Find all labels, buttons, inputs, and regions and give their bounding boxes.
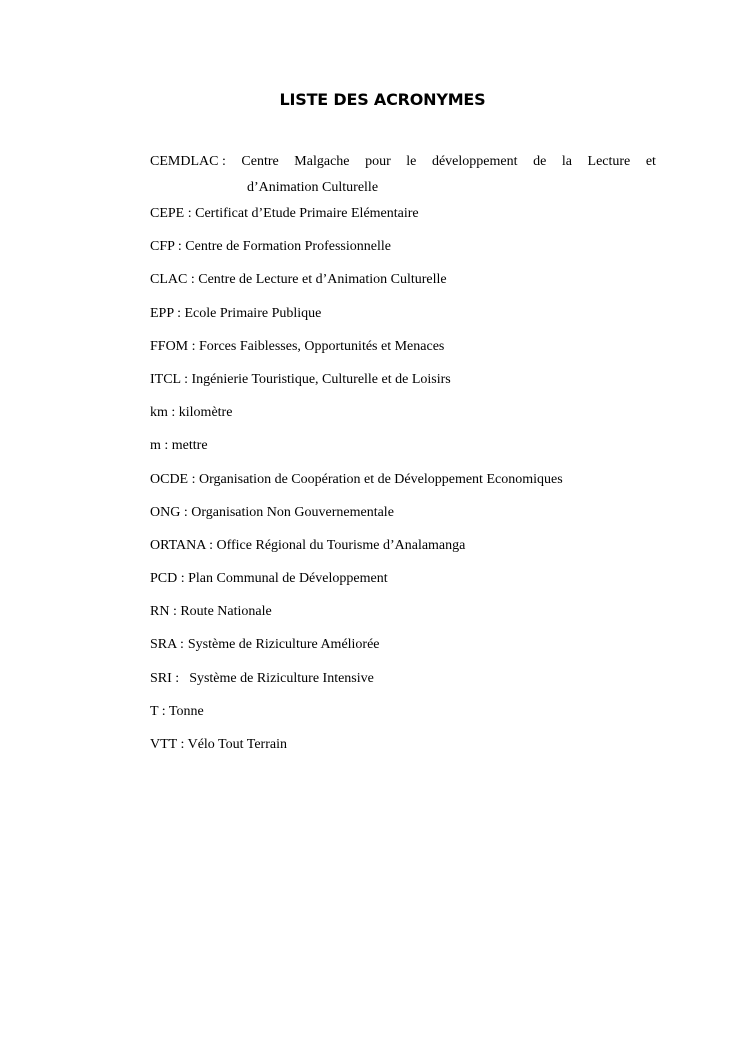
acronym-entry: km : kilomètre (150, 405, 233, 421)
definition-word: la (561, 154, 572, 169)
acronym-entry: T : Tonne (150, 703, 204, 719)
acronym-entry-sri (150, 669, 656, 688)
acronym-entry: OCDE : Organisation de Coopération et de Développement Economiques (150, 471, 563, 487)
definition-word: de (533, 154, 547, 169)
acronym-entry-cemdlac (150, 152, 656, 197)
definition-word: et (645, 154, 656, 169)
acronym-entry-sra (150, 635, 656, 654)
definition-word: le (406, 154, 417, 169)
acronym-entry: VTT : Vélo Tout Terrain (150, 737, 287, 752)
acronym-entry: CFP : Centre de Formation Professionnelle (150, 239, 391, 255)
acronym-entry: ONG : Organisation Non Gouvernementale (150, 504, 394, 520)
acronym-entry: PCD : Plan Communal de Développement (150, 571, 388, 587)
acronym-entry: CEPE : Certificat d’Etude Primaire Elémentaire (150, 206, 419, 221)
acronym-entry: EPP : Ecole Primaire Publique (150, 305, 322, 321)
acronym-entry: ITCL : Ingénierie Touristique, Culturelle et de Loisirs (150, 371, 451, 387)
definition-word: Centre (241, 154, 279, 169)
acronym-entry: ORTANA : Office Régional du Tourisme d’Analamanga (150, 537, 466, 553)
acronym-abbr: SRA : (150, 637, 184, 653)
acronym-entry: RN : Route Nationale (150, 604, 272, 620)
definition-word: Lecture (587, 154, 631, 169)
acronym-list (150, 152, 656, 768)
definition-word: Malgache (294, 154, 350, 169)
acronym-entry: FFOM : Forces Faiblesses, Opportunités et Menaces (150, 338, 445, 354)
definition-word: pour (365, 154, 391, 169)
acronym-entry: CLAC : Centre de Lecture et d’Animation Culturelle (150, 272, 447, 288)
page-title: LISTE DES ACRONYMES (279, 90, 486, 109)
definition-word: développement (431, 154, 518, 169)
acronym-entry-first-line (150, 152, 656, 171)
acronym-entry-continuation: d’Animation Culturelle (247, 180, 379, 195)
acronym-abbr: SRI : (150, 670, 180, 686)
acronym-abbr: CEMDLAC : (150, 154, 226, 169)
acronym-definition: Système de Riziculture Améliorée (187, 637, 380, 653)
acronym-entry: m : mettre (150, 438, 208, 454)
acronym-definition: Système de Riziculture Intensive (189, 670, 374, 686)
